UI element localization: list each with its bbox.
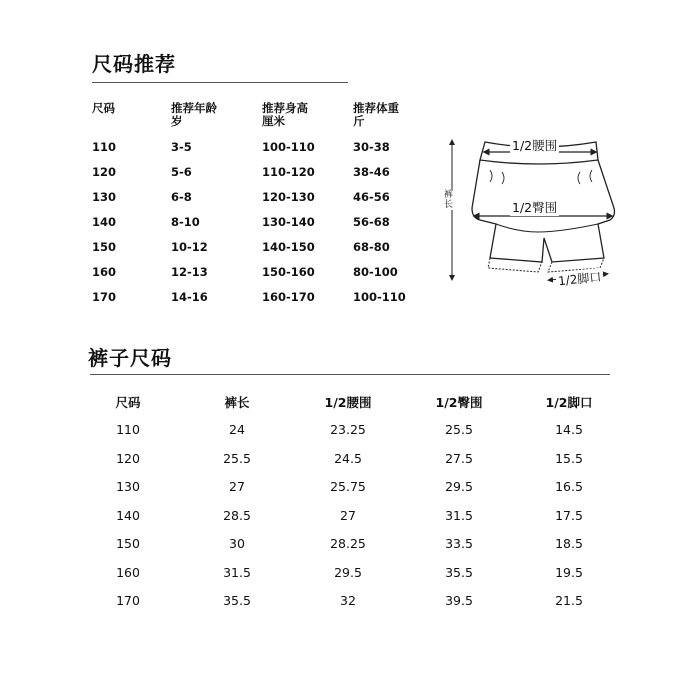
size-recommend-cell: 140-150 (262, 240, 315, 254)
size-recommend-cell: 130 (92, 190, 117, 204)
size-recommend-cell: 150 (92, 240, 117, 254)
pants-size-cell: 170 (116, 593, 140, 608)
size-recommend-cell: 46-56 (353, 190, 390, 204)
pants-size-cell: 16.5 (555, 479, 583, 494)
pants-size-cell: 28.25 (330, 536, 366, 551)
hip-label: 1/2臀围 (512, 200, 558, 215)
size-recommend-header: 推荐体重 斤 (353, 101, 399, 128)
size-recommend-cell: 140 (92, 215, 117, 229)
pants-size-cell: 27.5 (445, 450, 473, 466)
pants-size-cell: 28.5 (223, 507, 251, 523)
pants-size-cell: 35.5 (223, 593, 251, 608)
pants-size-cell: 140 (116, 507, 140, 523)
pants-size-cell: 23.25 (330, 422, 366, 437)
pants-size-cell: 25.5 (445, 422, 473, 437)
pants-size-cell: 17.5 (555, 507, 583, 523)
size-recommend-cell: 160-170 (262, 290, 315, 304)
size-recommend-cell: 80-100 (353, 265, 398, 279)
pants-size-header: 尺码 (115, 395, 141, 410)
size-recommend-cell: 100-110 (262, 140, 315, 154)
pants-size-cell: 14.5 (555, 422, 583, 437)
size-recommend-cell: 14-16 (171, 290, 208, 304)
shorts-measurement-diagram (438, 128, 618, 312)
pants-size-cell: 24.5 (334, 450, 362, 466)
pants-size-cell: 21.5 (555, 593, 583, 608)
size-recommend-cell: 10-12 (171, 240, 208, 254)
pants-size-header: 1/2脚口 (545, 395, 593, 410)
size-recommend-header: 推荐身高 厘米 (262, 101, 308, 128)
pants-size-header: 裤长 (224, 395, 250, 410)
size-recommend-divider (92, 82, 348, 83)
pants-size-cell: 29.5 (334, 564, 362, 580)
size-recommend-cell: 150-160 (262, 265, 315, 279)
pants-size-cell: 110 (116, 422, 140, 437)
pants-size-divider (90, 374, 610, 375)
size-recommend-cell: 130-140 (262, 215, 315, 229)
pants-size-cell: 32 (340, 593, 356, 608)
size-recommend-cell: 5-6 (171, 165, 192, 179)
pants-size-cell: 25.5 (223, 450, 251, 466)
size-recommend-cell: 38-46 (353, 165, 390, 179)
pants-size-cell: 30 (229, 536, 245, 551)
pants-size-cell: 18.5 (555, 536, 583, 551)
pants-size-cell: 19.5 (555, 564, 583, 580)
size-recommend-cell: 120-130 (262, 190, 315, 204)
pants-size-cell: 31.5 (223, 564, 251, 580)
pants-size-cell: 24 (229, 422, 245, 437)
length-label: 裤长 (444, 190, 454, 210)
size-recommend-cell: 3-5 (171, 140, 192, 154)
size-recommend-cell: 100-110 (353, 290, 406, 304)
pants-size-cell: 31.5 (445, 507, 473, 523)
size-recommend-cell: 8-10 (171, 215, 200, 229)
size-recommend-cell: 30-38 (353, 140, 390, 154)
pants-size-cell: 160 (116, 564, 140, 580)
pants-size-cell: 29.5 (445, 479, 473, 494)
waist-label: 1/2腰围 (512, 138, 558, 153)
pants-size-cell: 27 (340, 507, 356, 523)
pants-size-cell: 27 (229, 479, 245, 494)
size-recommend-cell: 56-68 (353, 215, 390, 229)
size-recommend-cell: 68-80 (353, 240, 390, 254)
pants-size-title: 裤子尺码 (88, 346, 172, 370)
pants-size-cell: 120 (116, 450, 140, 466)
size-recommend-cell: 110 (92, 140, 117, 154)
pants-size-header: 1/2腰围 (324, 395, 372, 410)
size-recommend-header: 尺码 (92, 101, 115, 115)
size-recommend-cell: 12-13 (171, 265, 208, 279)
pants-size-cell: 35.5 (445, 564, 473, 580)
size-recommend-cell: 110-120 (262, 165, 315, 179)
size-recommend-cell: 120 (92, 165, 117, 179)
leg-opening-label: 1/2脚口 (555, 268, 604, 290)
size-recommend-header: 推荐年龄 岁 (171, 101, 217, 128)
pants-size-cell: 15.5 (555, 450, 583, 466)
pants-size-cell: 130 (116, 479, 140, 494)
pants-size-header: 1/2臀围 (435, 395, 483, 410)
size-recommend-cell: 6-8 (171, 190, 192, 204)
size-recommend-cell: 160 (92, 265, 117, 279)
size-recommend-cell: 170 (92, 290, 117, 304)
pants-size-cell: 150 (116, 536, 140, 551)
pants-size-cell: 39.5 (445, 593, 473, 608)
size-recommend-title: 尺码推荐 (92, 52, 176, 76)
pants-size-cell: 25.75 (330, 479, 366, 494)
pants-size-cell: 33.5 (445, 536, 473, 551)
